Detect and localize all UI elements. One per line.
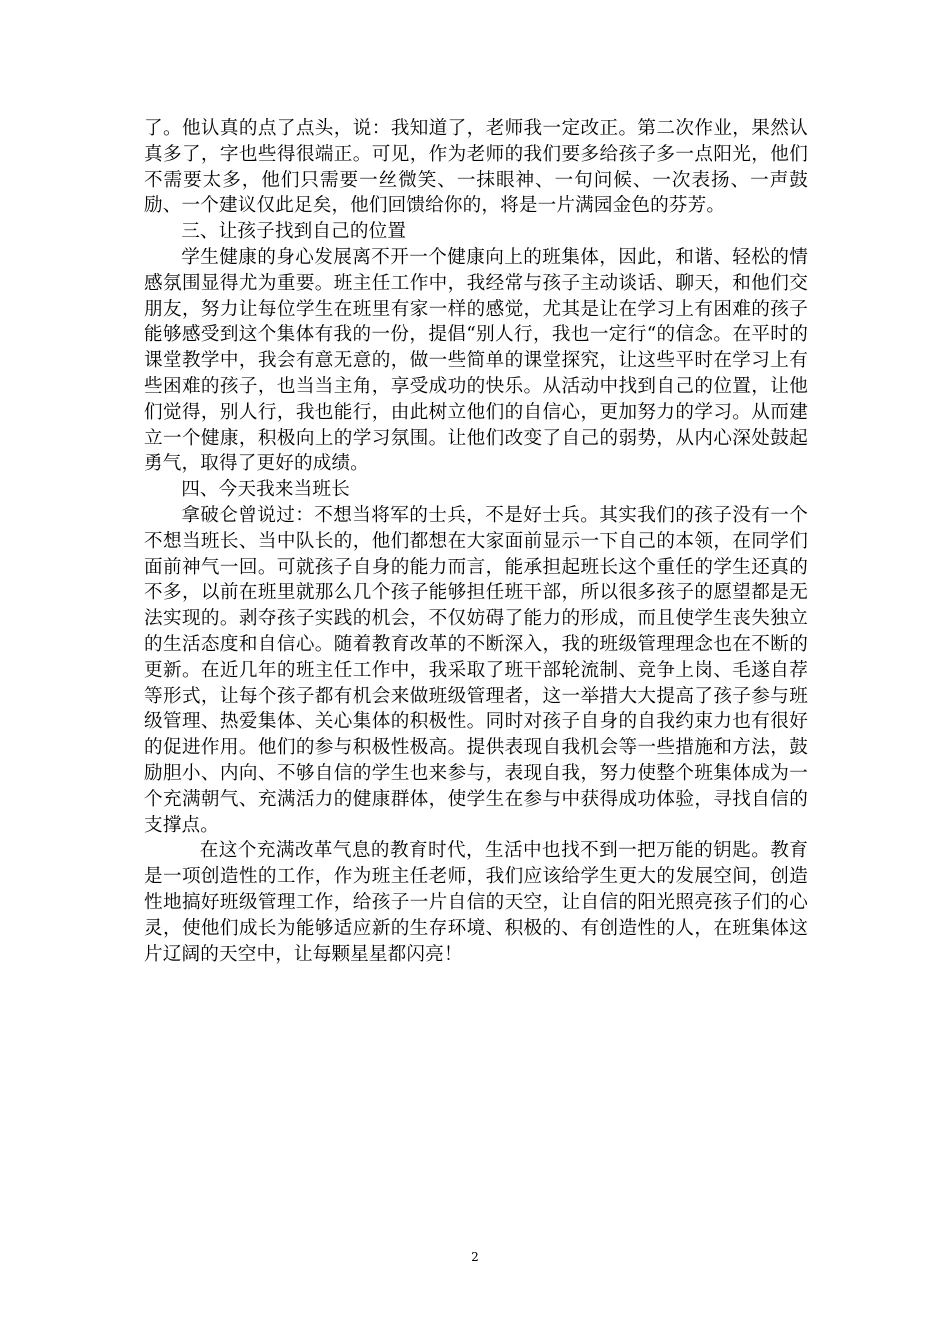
section-heading-4: 四、今天我来当班长 <box>181 479 350 501</box>
section-heading-3: 三、让孩子找到自己的位置 <box>181 221 407 243</box>
paragraph-conclusion: 在这个充满改革气息的教育时代，生活中也找不到一把万能的钥匙。教育是一项创造性的工作，作为班主任老师，我们应该给学生更大的发展空间，创造性地搞好班级管理工作，给孩子一片自信的天空，让自信的阳光照亮孩子们的心灵，使他们成长为能够适应新的生存环境、积极的、有创造性的人，在班集体这片辽阔的天空中，让每颗星星都闪亮！ <box>144 840 808 965</box>
paragraph-continuation: 了。他认真的点了点头，说：我知道了，老师我一定改正。第二次作业，果然认真多了，字也些得很端正。可见，作为老师的我们要多给孩子多一点阳光，他们不需要太多，他们只需要一丝微笑、一抹眼神、一句问候、一次表扬、一声鼓励、一个建议仅此足矣，他们回馈给你的，将是一片满园金色的芬芳。 <box>144 118 808 217</box>
page-number: 2 <box>471 1250 479 1264</box>
paragraph-section-4: 拿破仑曾说过：不想当将军的士兵，不是好士兵。其实我们的孩子没有一个不想当班长、当中队长的，他们都想在大家面前显示一下自己的本领，在同学们面前神气一回。可就孩子自身的能力而言，能承担起班长这个重任的学生还真的不多，以前在班里就那么几个孩子能够担任班干部，所以很多孩子的愿望都是无法实现的。剥夺孩子实践的机会，不仅妨碍了能力的形成，而且使学生丧失独立的生活态度和自信心。随着教育改革的不断深入，我的班级管理理念也在不断的更新。在近几年的班主任工作中，我采取了班干部轮流制、竞争上岗、毛遂自荐等形式，让每个孩子都有机会来做班级管理者，这一举措大大提高了孩子参与班级管理、热爱集体、关心集体的积极性。同时对孩子自身的自我约束力也有很好的促进作用。他们的参与积极性极高。提供表现自我机会等一些措施和方法，鼓励胆小、内向、不够自信的学生也来参与，表现自我，努力使整个班集体成为一个充满朝气、充满活力的健康群体，使学生在参与中获得成功体验，寻找自信的支撑点。 <box>144 504 808 836</box>
paragraph-section-3: 学生健康的身心发展离不开一个健康向上的班集体，因此，和谐、轻松的情感氛围显得尤为重要。班主任工作中，我经常与孩子主动谈话、聊天，和他们交朋友，努力让每位学生在班里有家一样的感觉，尤其是让在学习上有困难的孩子能够感受到这个集体有我的一份，提倡“别人行，我也一定行“的信念。在平时的课堂教学中，我会有意无意的，做一些简单的课堂探究，让这些平时在学习上有些困难的孩子，也当当主角，享受成功的快乐。从活动中找到自己的位置，让他们觉得，别人行，我也能行，由此树立他们的自信心，更加努力的学习。从而建立一个健康，积极向上的学习氛围。让他们改变了自己的弱势，从内心深处鼓起勇气，取得了更好的成绩。 <box>144 246 808 475</box>
document-body <box>144 116 808 967</box>
